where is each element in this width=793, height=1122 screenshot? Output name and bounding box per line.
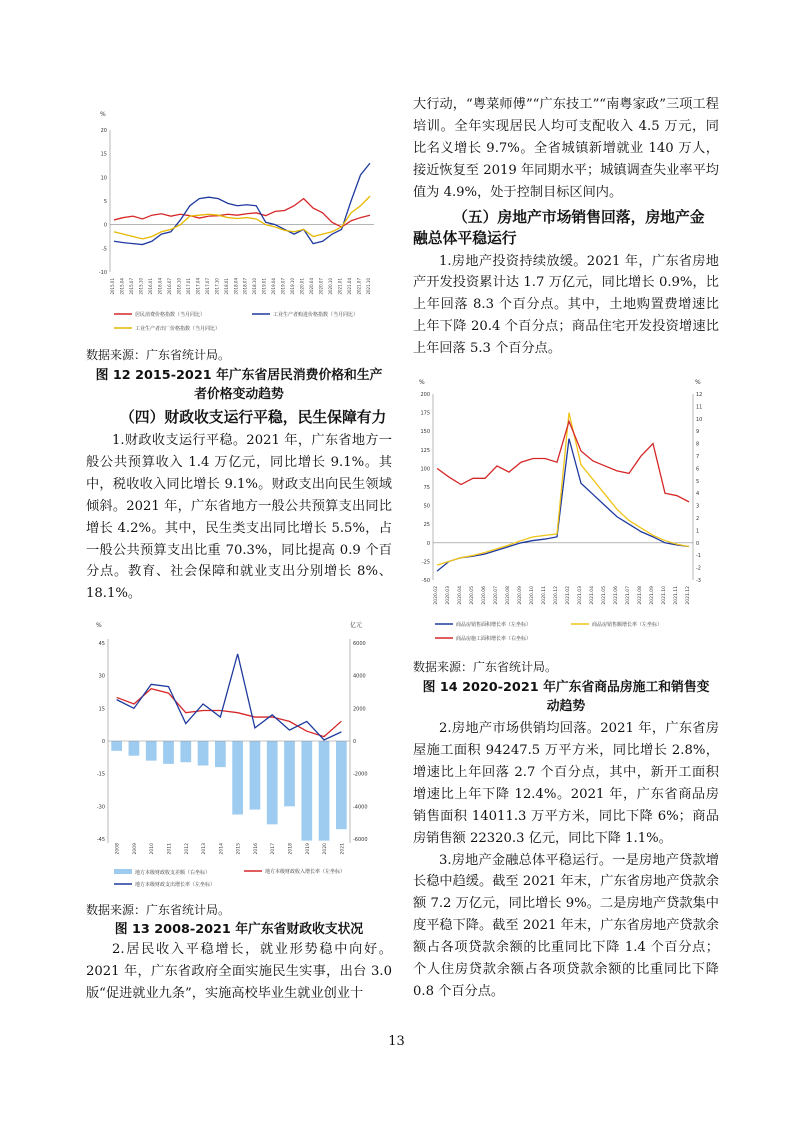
fig14-ytick-left: 100 [420,466,430,473]
fig12-xtick-label: 2020.10 [328,278,334,295]
fig13-ytick-right: -6000 [353,837,368,844]
fig13-ytick-right: 4000 [353,673,366,680]
fig13-bar [215,741,226,767]
fig13-bar [163,741,174,764]
fig12-xtick-label: 2016.10 [176,278,182,295]
fig13-ytick-left: 0 [101,739,105,746]
fig12-ytick-label: 0 [103,222,107,229]
fig13-caption: 图 13 2008-2021 年广东省财政收支状况 [114,922,364,938]
fig12-xtick-label: 2018.07 [242,278,248,295]
paragraph-finance: 3.房地产金融总体平稳运行。一是房地产贷款增长稳中趋缓。截至 2021 年末，广东省房地产贷款余额 7.2 万亿元，同比增长 9%。二是房地产贷款集中度平稳下降。截至 2021 年末，广东省房地产贷款余额占各项贷款余额的比重同比下降 1.4 个百分点；个人住房贷款余额占各项贷款余额的比重同比下降 0.8 个百分点。 [413,852,719,999]
fig14-xtick-label: 2021.11 [674,586,679,605]
fig12-xtick-label: 2015.07 [128,278,134,295]
fig13-series-1 [117,654,342,740]
fig12-xtick-label: 2016.07 [166,278,172,295]
fig13-bar [267,741,278,824]
fig12-chart [92,100,382,340]
left-column [86,100,392,1005]
fig12-xtick-label: 2018.10 [252,278,258,295]
fig13-ytick-right: 2000 [353,706,366,713]
fig14-legend-construction: 商品房施工面积增长率（右坐标） [456,636,532,643]
fig12-xtick-label: 2017.01 [185,278,191,295]
fig13-bar [284,741,295,806]
fig14-ytick-right: -1 [696,553,701,560]
fig14-ytick-left: 25 [423,522,430,529]
fig14-xtick-label: 2021.05 [602,586,607,605]
fig13-source: 数据来源：广东省统计局。 [86,903,231,918]
fig12-xtick-label: 2018.04 [233,278,239,295]
fig13-bar [232,741,243,815]
fig12-legend-ppi: 工业生产者出厂价格指数（当月同比） [135,326,221,332]
fig13-xtick-label: 2017 [271,843,277,855]
fig13-xtick-label: 2013 [202,843,208,855]
fig13-ytick-right: 6000 [353,641,366,648]
fig13-bar [146,741,157,761]
paragraph-income: 2.居民收入平稳增长，就业形势稳中向好。2021 年，广东省政府全面实施民生实事，出台 3.0 版“促进就业九条”，实施高校毕业生就业创业十 [86,942,392,1002]
fig14-xtick-label: 2021.02 [566,586,571,605]
fig13-legend-expenditure: 地方本级财政支出增长率（左坐标） [135,882,216,889]
fig12-xtick-label: 2021.01 [337,278,343,295]
fig14-ytick-left: 200 [420,392,430,399]
fig14-ytick-left: 150 [420,429,430,436]
fig12-xtick-label: 2015.01 [110,278,115,295]
fig14-ytick-right: 3 [696,503,700,510]
fig14-xtick-label: 2021.03 [578,586,583,605]
fig13-xtick-label: 2019 [305,843,311,855]
fig14-legend-sales-area: 商品房销售面积增长率（左坐标） [456,622,532,629]
fig13-bar [336,741,347,829]
fig13-ytick-right: -4000 [353,804,368,811]
fig12-xtick-label: 2017.07 [204,278,210,295]
section5-title: （五）房地产市场销售回落，房地产金融总体平稳运行 [413,208,705,247]
fig12-xtick-label: 2017.04 [195,278,201,295]
fig13-bar [319,741,330,841]
fig13-xtick-label: 2010 [150,843,156,855]
fig13-ytick-left: -15 [96,771,105,778]
fig13-xtick-label: 2018 [288,843,294,855]
fig12-xtick-label: 2016.04 [157,278,163,295]
fig12-series-0 [114,199,370,227]
fig14-ytick-right: 1 [696,528,700,535]
page-number: 13 [388,1034,405,1049]
fig14-ytick-right: -2 [696,565,701,572]
fig13-xtick-label: 2016 [253,843,259,855]
fig12-xtick-label: 2019.10 [290,278,296,295]
fig12-ytick-label: -10 [98,270,107,276]
fig14-ytick-right: 0 [696,540,700,547]
fig14-xtick-label: 2021.04 [590,586,595,605]
paragraph-fiscal: 1.财政收支运行平稳。2021 年，广东省地方一般公共预算收入 1.4 万亿元，同比增长 9.1%。其中，税收收入同比增长 9.1%。财政支出向民生领域倾斜。2021 年，广东省地方一般公共预算支出同比增长 4.2%。其中，民生类支出同比增长 5.5%，占一般公共预算支出比重 70.3%，同比提高 0.9 个百分点。教育、社会保障和就业支出分别增长 8%、18.1%。 [86,433,392,602]
fig14-chart [413,370,713,650]
fig12-xtick-label: 2018.01 [223,278,229,295]
fig14-legend-sales-value: 商品房销售额增长率（左坐标） [592,622,663,629]
fig12-xtick-label: 2021.04 [347,278,353,295]
fig14-ytick-right: 4 [696,491,700,498]
fig14-right-unit: % [695,379,701,387]
fig13-ytick-left: 30 [98,673,105,680]
fig14-xtick-label: 2021.10 [662,586,667,605]
fig12-xtick-label: 2015.10 [138,278,144,295]
fig14-ytick-right: 6 [696,466,700,473]
fig14-xtick-label: 2020.08 [506,586,511,605]
fig14-ytick-right: 10 [696,416,703,423]
fig14-ytick-right: 7 [696,454,700,461]
fig12-xtick-label: 2021.07 [356,278,362,295]
fig14-ytick-right: 2 [696,516,700,523]
fig14-xtick-label: 2021.07 [626,586,631,605]
fig13-xtick-label: 2009 [132,843,138,855]
fig13-xtick-label: 2014 [219,843,225,855]
fig13-bar [111,741,122,751]
fig14-ytick-left: -50 [421,578,430,585]
fig14-xtick-label: 2020.09 [518,586,523,605]
fig12-xtick-label: 2016.01 [147,278,153,295]
fig12-xtick-label: 2019.04 [271,278,277,295]
fig14-xtick-label: 2020.11 [542,586,547,605]
fig14-xtick-label: 2020.07 [494,586,499,605]
fig14-source: 数据来源：广东省统计局。 [413,660,558,675]
fig12-legend-ppirm: 工业生产者购进价格指数（当月同比） [273,312,359,318]
fig12-xtick-label: 2021.10 [366,278,371,295]
fig13-xtick-label: 2011 [167,843,173,855]
fig13-xtick-label: 2015 [236,843,242,855]
paragraph-employment: 大行动，“粤菜师傅”“广东技工”“南粤家政”三项工程培训。全年实现居民人均可支配收入 4.5 万元，同比名义增长 9.7%。全省城镇新增就业 140 万人，接近恢复至 2019 年同期水平；城镇调查失业率平均值为 4.9%，处于控制目标区间内。 [413,97,719,200]
fig13-bar [250,741,261,810]
fig14-ytick-left: -25 [421,559,430,566]
fig13-ytick-right: -2000 [353,771,368,778]
fig14-ytick-left: 50 [423,503,430,510]
fig14-xtick-label: 2020.12 [554,586,559,605]
right-column [413,94,719,1003]
fig13-bar [129,741,140,756]
fig13-xtick-label: 2012 [184,843,190,855]
fig13-legend-revenue: 地方本级财政收入增长率（左坐标） [265,869,346,876]
fig13-xtick-label: 2021 [340,843,346,855]
fig14-ytick-left: 175 [420,410,430,417]
fig12-xtick-label: 2020.04 [309,278,315,295]
fig13-ytick-left: -30 [96,804,105,811]
fig14-xtick-label: 2020.04 [458,586,463,605]
fig14-xtick-label: 2020.02 [434,586,439,605]
fig14-xtick-label: 2020.10 [530,586,535,605]
fig14-ytick-left: 0 [426,540,430,547]
fig12-xtick-label: 2019.07 [280,278,286,295]
fig13-bar [301,741,312,841]
fig14-ytick-left: 75 [423,485,430,492]
fig13-left-unit: % [96,622,102,630]
fig12-legend-cpi: 居民消费价格指数（当月同比） [135,312,206,318]
fig14-xtick-label: 2021.08 [638,586,643,605]
fig12-caption: 图 12 2015-2021 年广东省居民消费价格和生产者价格变动趋势 [95,368,383,402]
fig14-ytick-right: 11 [696,404,703,411]
fig14-ytick-left: 125 [420,447,430,454]
fig14-xtick-label: 2020.05 [470,586,475,605]
fig12-xtick-label: 2015.04 [119,278,125,295]
fig12-ytick-label: -5 [102,246,107,253]
fig14-xtick-label: 2020.06 [482,586,487,605]
fig12-xtick-label: 2020.01 [299,278,305,295]
fig13-bar [180,741,191,762]
fig14-left-unit: % [419,379,425,387]
fig12-ytick-label: 10 [100,175,107,182]
fig13-xtick-label: 2020 [323,843,329,855]
fig14-xtick-label: 2020.03 [446,586,451,605]
fig13-ytick-left: 15 [98,706,105,713]
fig13-chart [88,613,378,893]
fig12-y-unit: % [100,111,106,118]
fig13-bar [198,741,209,766]
section4-title: （四）财政收支运行平稳，民生保障有力 [120,409,387,426]
fig13-xtick-label: 2008 [115,843,121,855]
paragraph-market: 2.房地产市场供销均回落。2021 年，广东省房屋施工面积 94247.5 万平方米，同比增长 2.8%，增速比上年回落 2.7 个百分点，其中，新开工面积增速比上年下降 12.4%。2021 年，广东省商品房销售面积 14011.3 万平方米，同比下降 6%；商品房销售额 22320.3 亿元，同比下降 1.1%。 [413,721,719,846]
fig13-right-unit: 亿元 [350,622,363,630]
fig14-ytick-right: 8 [696,441,700,448]
paragraph-investment: 1.房地产投资持续放缓。2021 年，广东省房地产开发投资累计达 1.7 万亿元，同比增长 0.9%，比上年回落 8.3 个百分点。其中，土地购置费增速比上年下降 20.4 个百分点；商品住宅开发投资增速比上年回落 5.3 个百分点。 [413,253,719,357]
fig12-ytick-label: 5 [103,199,107,205]
fig12-ytick-label: 20 [100,128,107,134]
fig12-xtick-label: 2019.01 [261,278,267,295]
fig13-ytick-right: 0 [353,739,357,746]
fig13-legend-gap: 地方本级财政收支差额（右坐标） [135,870,211,877]
fig13-series-0 [117,689,342,737]
fig12-series-2 [114,196,370,239]
fig14-xtick-label: 2021.12 [686,586,691,605]
fig14-xtick-label: 2021.06 [614,586,619,605]
fig14-ytick-right: 12 [696,392,703,399]
fig14-ytick-right: -3 [696,578,701,585]
fig14-series-0 [437,439,689,571]
fig13-ytick-left: 45 [98,641,105,648]
fig13-ytick-left: -45 [96,837,105,844]
fig12-ytick-label: 15 [100,151,107,158]
fig14-caption: 图 14 2020-2021 年广东省商品房施工和销售变动趋势 [422,680,710,715]
fig12-xtick-label: 2017.10 [214,278,220,295]
fig12-xtick-label: 2020.07 [318,278,324,295]
fig14-ytick-right: 5 [696,478,700,485]
fig14-ytick-right: 9 [696,429,700,436]
fig12-source: 数据来源：广东省统计局。 [86,348,231,362]
fig14-xtick-label: 2021.09 [650,586,655,605]
